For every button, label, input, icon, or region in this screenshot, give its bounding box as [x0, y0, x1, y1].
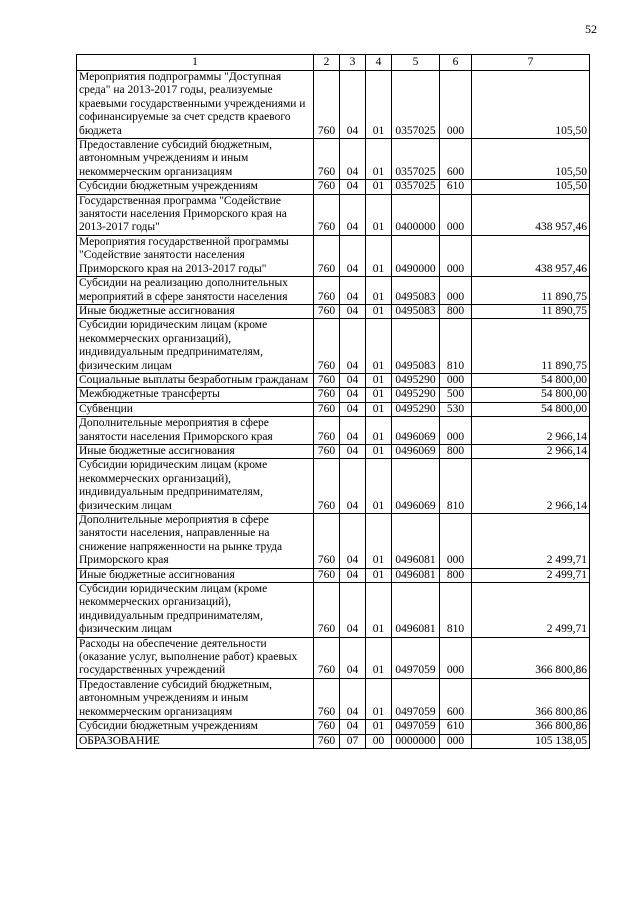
expense-type-code: 600: [440, 678, 472, 719]
table-row: [77, 402, 590, 416]
section-code: 04: [340, 304, 366, 318]
row-description: Государственная программа "Содействие занятости населения Приморского края на 2013-2017 годы": [77, 194, 314, 235]
amount-value: 366 800,86: [472, 637, 590, 678]
page-number: 52: [585, 22, 597, 36]
column-header: 4: [366, 55, 392, 71]
row-description: Иные бюджетные ассигнования: [77, 304, 314, 318]
ministry-code: 760: [314, 678, 340, 719]
row-description: Дополнительные мероприятия в сфере занятости населения Приморского края: [77, 417, 314, 445]
target-article-code: 0000000: [392, 734, 440, 748]
expense-type-code: 000: [440, 194, 472, 235]
target-article-code: 0496069: [392, 459, 440, 514]
expense-type-code: 000: [440, 514, 472, 569]
column-header: 2: [314, 55, 340, 71]
row-description: Субвенции: [77, 402, 314, 416]
expense-type-code: 800: [440, 568, 472, 582]
ministry-code: 760: [314, 514, 340, 569]
table-row: [77, 444, 590, 458]
amount-value: 2 966,14: [472, 459, 590, 514]
section-code: 04: [340, 583, 366, 638]
row-description: Предоставление субсидий бюджетным, автономным учреждениям и иным некоммерческим организациям: [77, 139, 314, 180]
ministry-code: 760: [314, 319, 340, 374]
expense-type-code: 000: [440, 417, 472, 445]
amount-value: 2 499,71: [472, 583, 590, 638]
ministry-code: 760: [314, 720, 340, 734]
table-row: [77, 139, 590, 180]
row-description: Субсидии юридическим лицам (кроме некоммерческих организаций), индивидуальным предпринимателям, физическим лицам: [77, 583, 314, 638]
expense-type-code: 000: [440, 277, 472, 305]
expense-type-code: 810: [440, 459, 472, 514]
subsection-code: 01: [366, 373, 392, 387]
ministry-code: 760: [314, 194, 340, 235]
row-description: Субсидии на реализацию дополнительных мероприятий в сфере занятости населения: [77, 277, 314, 305]
subsection-code: 01: [366, 678, 392, 719]
target-article-code: 0496069: [392, 444, 440, 458]
section-code: 07: [340, 734, 366, 748]
subsection-code: 01: [366, 194, 392, 235]
amount-value: 54 800,00: [472, 388, 590, 402]
table-row: [77, 637, 590, 678]
section-code: 04: [340, 678, 366, 719]
row-description: ОБРАЗОВАНИЕ: [77, 734, 314, 748]
table-row: [77, 194, 590, 235]
expense-type-code: 800: [440, 444, 472, 458]
table-row: [77, 71, 590, 139]
section-code: 04: [340, 402, 366, 416]
subsection-code: 01: [366, 459, 392, 514]
ministry-code: 760: [314, 71, 340, 139]
target-article-code: 0497059: [392, 678, 440, 719]
table-row: [77, 235, 590, 276]
amount-value: 366 800,86: [472, 678, 590, 719]
ministry-code: 760: [314, 402, 340, 416]
target-article-code: 0496069: [392, 417, 440, 445]
ministry-code: 760: [314, 417, 340, 445]
section-code: 04: [340, 319, 366, 374]
row-description: Субсидии бюджетным учреждениям: [77, 720, 314, 734]
expense-type-code: 610: [440, 720, 472, 734]
target-article-code: 0357025: [392, 139, 440, 180]
table-row: [77, 304, 590, 318]
target-article-code: 0495290: [392, 388, 440, 402]
amount-value: 11 890,75: [472, 304, 590, 318]
table-row: [77, 568, 590, 582]
target-article-code: 0357025: [392, 180, 440, 194]
row-description: Субсидии юридическим лицам (кроме некоммерческих организаций), индивидуальным предпринимателям, физическим лицам: [77, 319, 314, 374]
expense-type-code: 810: [440, 583, 472, 638]
subsection-code: 01: [366, 583, 392, 638]
expense-type-code: 000: [440, 71, 472, 139]
table-row: [77, 514, 590, 569]
subsection-code: 01: [366, 139, 392, 180]
subsection-code: 01: [366, 388, 392, 402]
header-row: [77, 55, 590, 71]
amount-value: 54 800,00: [472, 402, 590, 416]
row-description: Социальные выплаты безработным гражданам: [77, 373, 314, 387]
expense-type-code: 530: [440, 402, 472, 416]
table-row: [77, 678, 590, 719]
row-description: Межбюджетные трансферты: [77, 388, 314, 402]
subsection-code: 01: [366, 720, 392, 734]
subsection-code: 01: [366, 180, 392, 194]
section-code: 04: [340, 373, 366, 387]
row-description: Дополнительные мероприятия в сфере занятости населения, направленные на снижение напряженности на рынке труда Приморского края: [77, 514, 314, 569]
section-code: 04: [340, 720, 366, 734]
section-code: 04: [340, 194, 366, 235]
expense-type-code: 610: [440, 180, 472, 194]
section-code: 04: [340, 459, 366, 514]
subsection-code: 01: [366, 568, 392, 582]
section-code: 04: [340, 71, 366, 139]
target-article-code: 0497059: [392, 637, 440, 678]
subsection-code: 01: [366, 71, 392, 139]
ministry-code: 760: [314, 277, 340, 305]
ministry-code: 760: [314, 388, 340, 402]
subsection-code: 01: [366, 304, 392, 318]
expense-type-code: 000: [440, 637, 472, 678]
section-code: 04: [340, 637, 366, 678]
table-row: [77, 388, 590, 402]
table-row: [77, 734, 590, 748]
column-header: 6: [440, 55, 472, 71]
table-row: [77, 583, 590, 638]
target-article-code: 0495083: [392, 319, 440, 374]
row-description: Расходы на обеспечение деятельности (оказание услуг, выполнение работ) краевых государственных учреждений: [77, 637, 314, 678]
target-article-code: 0496081: [392, 514, 440, 569]
table-row: [77, 180, 590, 194]
column-header: 7: [472, 55, 590, 71]
section-code: 04: [340, 568, 366, 582]
table-row: [77, 319, 590, 374]
amount-value: 2 499,71: [472, 514, 590, 569]
expense-type-code: 810: [440, 319, 472, 374]
row-description: Мероприятия государственной программы "Содействие занятости населения Приморского края на 2013-2017 годы": [77, 235, 314, 276]
amount-value: 2 966,14: [472, 417, 590, 445]
ministry-code: 760: [314, 583, 340, 638]
amount-value: 438 957,46: [472, 194, 590, 235]
table-row: [77, 417, 590, 445]
column-header: 1: [77, 55, 314, 71]
section-code: 04: [340, 388, 366, 402]
amount-value: 54 800,00: [472, 373, 590, 387]
target-article-code: 0495290: [392, 402, 440, 416]
amount-value: 366 800,86: [472, 720, 590, 734]
subsection-code: 01: [366, 417, 392, 445]
amount-value: 11 890,75: [472, 277, 590, 305]
expense-type-code: 500: [440, 388, 472, 402]
row-description: Субсидии бюджетным учреждениям: [77, 180, 314, 194]
amount-value: 11 890,75: [472, 319, 590, 374]
target-article-code: 0496081: [392, 583, 440, 638]
amount-value: 2 499,71: [472, 568, 590, 582]
subsection-code: 01: [366, 444, 392, 458]
amount-value: 438 957,46: [472, 235, 590, 276]
target-article-code: 0490000: [392, 235, 440, 276]
expense-type-code: 600: [440, 139, 472, 180]
target-article-code: 0497059: [392, 720, 440, 734]
ministry-code: 760: [314, 139, 340, 180]
expense-type-code: 000: [440, 734, 472, 748]
ministry-code: 760: [314, 568, 340, 582]
amount-value: 105 138,05: [472, 734, 590, 748]
target-article-code: 0400000: [392, 194, 440, 235]
target-article-code: 0495083: [392, 304, 440, 318]
subsection-code: 01: [366, 235, 392, 276]
column-header: 3: [340, 55, 366, 71]
budget-table: [76, 54, 590, 749]
subsection-code: 01: [366, 637, 392, 678]
ministry-code: 760: [314, 373, 340, 387]
section-code: 04: [340, 180, 366, 194]
section-code: 04: [340, 139, 366, 180]
subsection-code: 00: [366, 734, 392, 748]
section-code: 04: [340, 235, 366, 276]
section-code: 04: [340, 277, 366, 305]
subsection-code: 01: [366, 514, 392, 569]
table-row: [77, 720, 590, 734]
row-description: Предоставление субсидий бюджетным, автономным учреждениям и иным некоммерческим организациям: [77, 678, 314, 719]
amount-value: 105,50: [472, 71, 590, 139]
row-description: Иные бюджетные ассигнования: [77, 444, 314, 458]
target-article-code: 0357025: [392, 71, 440, 139]
ministry-code: 760: [314, 444, 340, 458]
ministry-code: 760: [314, 180, 340, 194]
ministry-code: 760: [314, 304, 340, 318]
expense-type-code: 000: [440, 235, 472, 276]
row-description: Мероприятия подпрограммы "Доступная среда" на 2013-2017 годы, реализуемые краевыми государственными учреждениями и софинансируемые за счет средств краевого бюджета: [77, 71, 314, 139]
amount-value: 105,50: [472, 139, 590, 180]
amount-value: 105,50: [472, 180, 590, 194]
section-code: 04: [340, 444, 366, 458]
section-code: 04: [340, 514, 366, 569]
ministry-code: 760: [314, 734, 340, 748]
ministry-code: 760: [314, 235, 340, 276]
ministry-code: 760: [314, 459, 340, 514]
target-article-code: 0496081: [392, 568, 440, 582]
target-article-code: 0495290: [392, 373, 440, 387]
ministry-code: 760: [314, 637, 340, 678]
subsection-code: 01: [366, 402, 392, 416]
table-row: [77, 459, 590, 514]
column-header: 5: [392, 55, 440, 71]
subsection-code: 01: [366, 319, 392, 374]
subsection-code: 01: [366, 277, 392, 305]
expense-type-code: 800: [440, 304, 472, 318]
section-code: 04: [340, 417, 366, 445]
table-row: [77, 277, 590, 305]
row-description: Иные бюджетные ассигнования: [77, 568, 314, 582]
expense-type-code: 000: [440, 373, 472, 387]
target-article-code: 0495083: [392, 277, 440, 305]
amount-value: 2 966,14: [472, 444, 590, 458]
table-row: [77, 373, 590, 387]
row-description: Субсидии юридическим лицам (кроме некоммерческих организаций), индивидуальным предпринимателям, физическим лицам: [77, 459, 314, 514]
